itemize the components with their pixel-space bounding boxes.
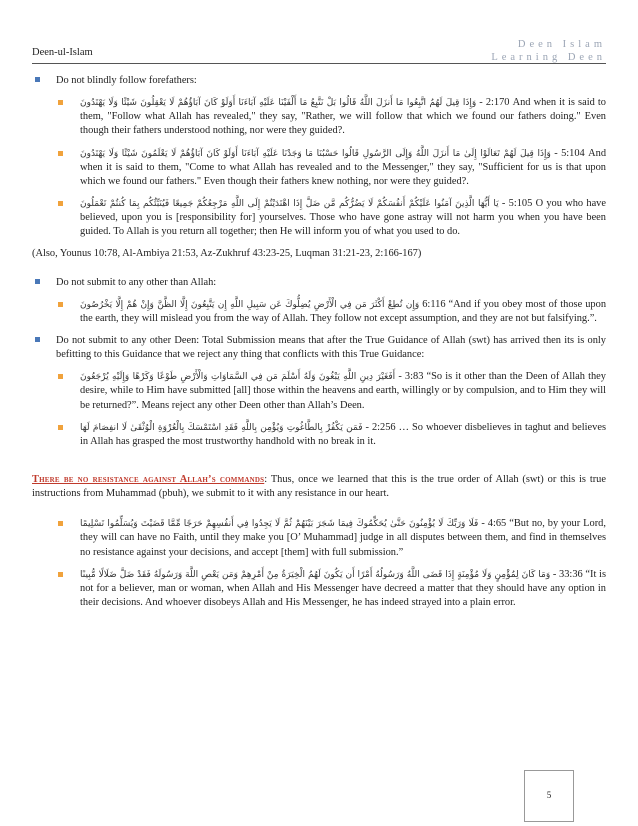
section-title: There be no resistance against Allah’s commands <box>32 473 265 485</box>
verse-2-170 <box>32 96 606 138</box>
square-bullet-icon <box>35 77 40 82</box>
header-tagline-line1: Deen Islam <box>517 39 606 50</box>
spacer <box>32 457 606 469</box>
bullet-text: Do not submit to any other Deen: Total Submission means that after the True Guidance of Allah (swt) has arrived then its is only befitting to this Guidance that we reject any thing that conflicts with this True Guidance: <box>56 334 606 361</box>
verse-translation: - 5:104 And when it is said to them, "Come to what Allah has revealed and to the Messenger," they say, "Sufficient for us is that upon which we found our fathers." Even though their fathers knew nothing, nor were they guided?. <box>80 147 607 187</box>
arabic-verse: فَلَا وَرَبِّكَ لَا يُؤْمِنُونَ حَتَّىٰ يُحَكِّمُوكَ فِيمَا شَجَرَ بَيْنَهُمْ ثُمَّ لَا يَجِدُوا فِي أَنفُسِهِمْ حَرَجًا مِّمَّا قَضَيْتَ وَيُسَلِّمُوا تَسْلِيمًا <box>80 519 479 530</box>
verse-translation: - 4:65 “But no, by your Lord, they will can have no Faith, until they make you [O’ Muhammad] judge in all disputes between them, and find in themselves no resistance against your decisions, and accept [them] with full submission.” <box>80 518 606 558</box>
header-tagline <box>491 38 606 64</box>
arabic-verse: وَإِذَا قِيلَ لَهُمُ اتَّبِعُوا مَا أَنزَلَ اللَّهُ قَالُوا بَلْ نَتَّبِعُ مَا أَلْفَيْنَا عَلَيْهِ آبَاءَنَا أَوَلَوْ كَانَ آبَاؤُهُمْ لَا يَعْقِلُونَ شَيْئًا وَلَا يَهْتَدُونَ <box>80 98 477 109</box>
square-bullet-icon <box>58 521 63 526</box>
verse-translation: - 2:256 … So whoever disbelieves in taghut and believes in Allah has grasped the most trustworthy handhold with no break in it. <box>80 421 606 447</box>
verse-translation: 6:116 “And if you obey most of those upon the earth, they will mislead you from the way of Allah. They follow not except assumption, and they are not but falsifying.”. <box>80 298 607 324</box>
square-bullet-icon <box>58 302 63 307</box>
arabic-verse: أَفَغَيْرَ دِينِ اللَّهِ يَبْغُونَ وَلَهُ أَسْلَمَ مَن فِي السَّمَاوَاتِ وَالْأَرْضِ طَوْعًا وَكَرْهًا وَإِلَيْهِ يُرْجَعُونَ <box>80 372 396 383</box>
verse-33-36 <box>32 568 606 610</box>
square-bullet-icon <box>58 425 63 430</box>
square-bullet-icon <box>35 337 40 342</box>
also-references: (Also, Younus 10:78, Al-Ambiya 21:53, Az-Zukhruf 43:23-25, Luqman 31:21-23, 2:166-167) <box>32 248 422 260</box>
arabic-verse: وَمَا كَانَ لِمُؤْمِنٍ وَلَا مُؤْمِنَةٍ إِذَا قَضَى اللَّهُ وَرَسُولُهُ أَمْرًا أَن يَكُونَ لَهُمُ الْخِيَرَةُ مِنْ أَمْرِهِمْ وَمَن يَعْصِ اللَّهَ وَرَسُولَهُ فَقَدْ ضَلَّ ضَلَالًا مُّبِينًا <box>80 569 551 580</box>
square-bullet-icon <box>58 201 63 206</box>
verse-translation: - 2:170 And when it is said to them, "Follow what Allah has revealed," they say, "Rather, we will follow that which we found our fathers doing." Even though their fathers understood nothing, nor were they guided?. <box>80 97 606 137</box>
header-site-name: Deen-ul-Islam <box>32 46 93 58</box>
bullet-other-deen <box>32 334 606 362</box>
verse-translation: - 3:83 “So is it other than the Deen of Allah they desire, while to Him have submitted [all] those within the heavens and earth, willingly or by compulsion, and to Him they will be returned?”. Means reject any other Deen other than Allah’s Deen. <box>80 371 606 411</box>
page-number: 5 <box>546 790 552 800</box>
header-divider <box>32 63 606 64</box>
square-bullet-icon <box>58 374 63 379</box>
bullet-text: Do not blindly follow forefathers: <box>56 75 197 86</box>
verse-5-105 <box>32 197 606 239</box>
header-tagline-line2: Learning Deen <box>491 52 606 64</box>
bullet-text: Do not submit to any other than Allah: <box>56 276 217 288</box>
verse-translation: - 33:36 “It is not for a believer, man or woman, when Allah and His Messenger have decreed a matter that they should have any option in their decisions. And whoever disobeys Allah and His Messenger, he has indeed strayed into a plain error. <box>80 568 606 608</box>
square-bullet-icon <box>58 100 63 105</box>
bullet-forefathers <box>32 74 606 88</box>
arabic-verse: فَمَن يَكْفُرْ بِالطَّاغُوتِ وَيُؤْمِن بِاللَّهِ فَقَدِ اسْتَمْسَكَ بِالْعُرْوَةِ الْوُثْقَىٰ لَا انفِصَامَ لَهَا <box>80 422 363 433</box>
verse-2-256 <box>32 421 606 449</box>
arabic-verse: يَا أَيُّهَا الَّذِينَ آمَنُوا عَلَيْكُمْ أَنفُسَكُمْ لَا يَضُرُّكُم مَّن ضَلَّ إِذَا اهْتَدَيْتُمْ إِلَى اللَّهِ مَرْجِعُكُمْ جَمِيعًا فَيُنَبِّئُكُم بِمَا كُنتُمْ تَعْمَلُونَ <box>80 198 499 209</box>
verse-4-65 <box>32 517 606 559</box>
page-number-box <box>524 770 574 822</box>
square-bullet-icon <box>58 572 63 577</box>
square-bullet-icon <box>58 151 63 156</box>
arabic-verse: وَإِن تُطِعْ أَكْثَرَ مَن فِي الْأَرْضِ يُضِلُّوكَ عَن سَبِيلِ اللَّهِ إِن يَتَّبِعُونَ إِلَّا الظَّنَّ وَإِنْ هُمْ إِلَّا يَخْرُصُونَ <box>80 299 420 310</box>
square-bullet-icon <box>35 279 40 284</box>
resistance-paragraph <box>32 473 606 501</box>
verse-3-83 <box>32 370 606 412</box>
page-header <box>32 38 606 64</box>
page-content <box>32 74 606 618</box>
arabic-verse: وَإِذَا قِيلَ لَهُمْ تَعَالَوْا إِلَىٰ مَا أَنزَلَ اللَّهُ وَإِلَى الرَّسُولِ قَالُوا حَسْبُنَا مَا وَجَدْنَا عَلَيْهِ آبَاءَنَا أَوَلَوْ كَانَ آبَاؤُهُمْ لَا يَعْلَمُونَ شَيْئًا وَلَا يَهْتَدُونَ <box>80 148 551 159</box>
bullet-submit-allah <box>32 276 606 290</box>
verse-6-116 <box>32 298 606 326</box>
verse-translation: - 5:105 O you who have believed, upon you is [responsibility for] yourselves. Those who have gone astray will not harm you when you have been guided. To Allah is you return all together; then He will inform you of what you used to do. <box>80 197 606 238</box>
verse-5-104 <box>32 147 606 189</box>
section-text: : Thus, once we learned that this is the true order of Allah (swt) or this is true instructions from Muhammad (pbuh), we submit to it with any resistance in our heart. <box>32 473 606 500</box>
